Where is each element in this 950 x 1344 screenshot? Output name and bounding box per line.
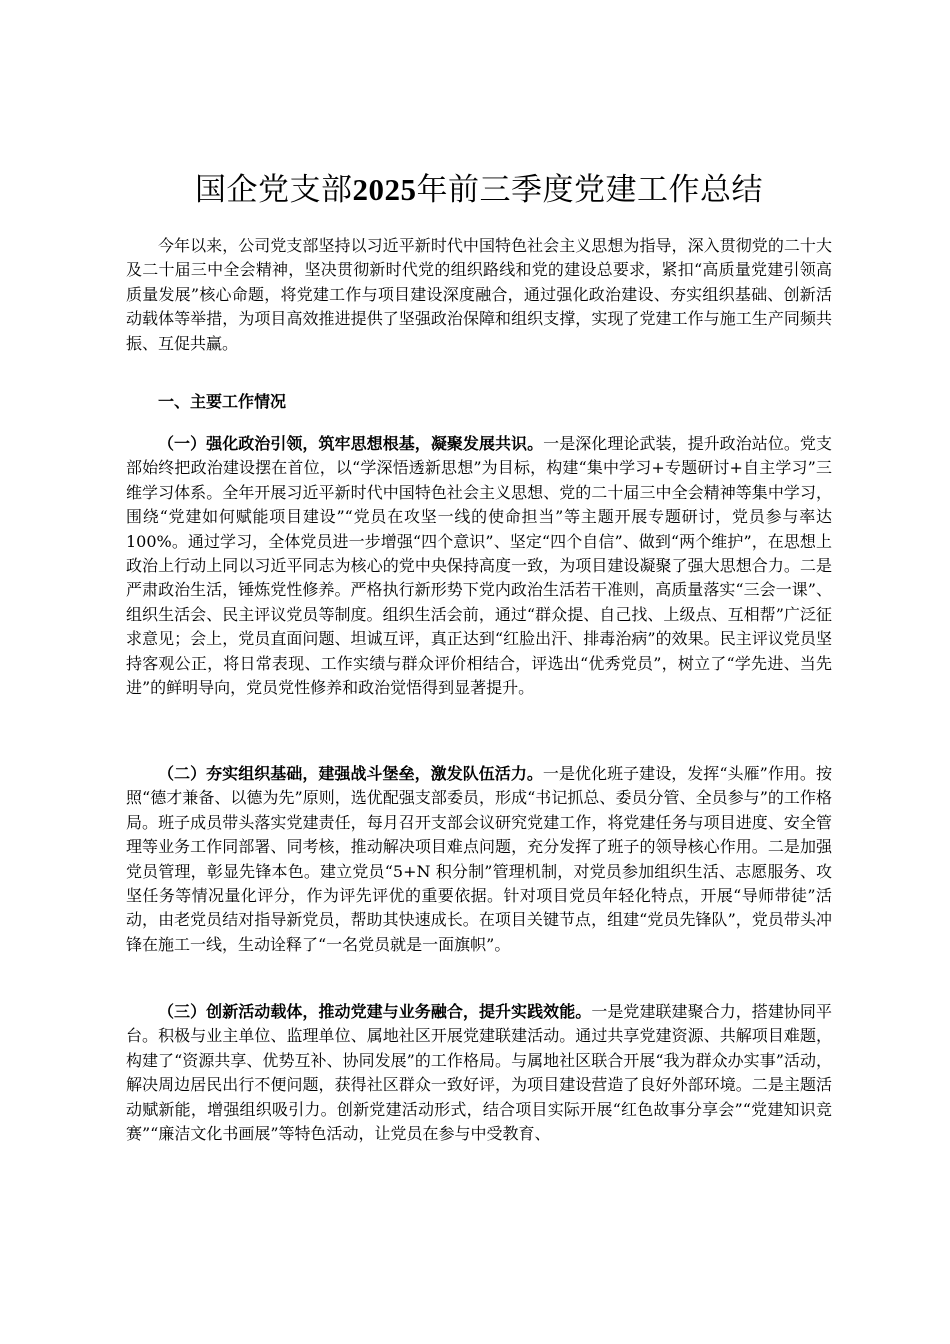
section-3-lead: （三）创新活动载体，推动党建与业务融合，提升实践效能。 bbox=[158, 1002, 592, 1021]
section-heading: 一、主要工作情况 bbox=[158, 392, 287, 411]
section-2-paragraph bbox=[126, 762, 832, 957]
title-prefix: 国企党支部 bbox=[195, 172, 353, 208]
section-3-paragraph bbox=[126, 1000, 832, 1146]
section-2-lead: （二）夯实组织基础，建强战斗堡垒，激发队伍活力。 bbox=[158, 764, 543, 783]
section-2-body: 一是优化班子建设，发挥“头雁”作用。按照“德才兼备、以德为先”原则，选优配强支部委员，形成“书记抓总、委员分管、全员参与”的工作格局。班子成员带头落实党建责任，每月召开支部会议研究党建工作，将党建任务与项目进度、安全管理等业务工作同部署、同考核，推动解决项目难点问题，充分发挥了班子的领导核心作用。二是加强党员管理，彰显先锋本色。建立党员“5+N 积分制”管理机制，对党员参加组织生活、志愿服务、攻坚任务等情况量化评分，作为评先评优的重要依据。针对项目党员年轻化特点，开展“导师带徒”活动，由老党员结对指导新党员，帮助其快速成长。在项目关键节点，组建“党员先锋队”，党员带头冲锋在施工一线，生动诠释了“一名党员就是一面旗帜”。 bbox=[126, 764, 832, 954]
section-1-body: 一是深化理论武装，提升政治站位。党支部始终把政治建设摆在首位，以“学深悟透新思想”为目标，构建“集中学习+专题研讨+自主学习”三维学习体系。全年开展习近平新时代中国特色社会主义思想、党的二十届三中全会精神等集中学习，围绕“党建如何赋能项目建设”“党员在攻坚一线的使命担当”等主题开展专题研讨，党员参与率达 100%。通过学习，全体党员进一步增强“四个意识”、坚定“四个自信”、做到“两个维护”，在思想上政治上行动上同以习近平同志为核心的党中央保持高度一致，为项目建设凝聚了强大思想合力。二是严肃政治生活，锤炼党性修养。严格执行新形势下党内政治生活若干准则，高质量落实“三会一课”、组织生活会、民主评议党员等制度。组织生活会前，通过“群众提、自己找、上级点、互相帮”广泛征求意见；会上，党员直面问题、坦诚互评，真正达到“红脸出汗、排毒治病”的效果。民主评议党员坚持客观公正，将日常表现、工作实绩与群众评价相结合，评选出“优秀党员”，树立了“学先进、当先进”的鲜明导向，党员党性修养和政治觉悟得到显著提升。 bbox=[126, 434, 832, 698]
intro-paragraph: 今年以来，公司党支部坚持以习近平新时代中国特色社会主义思想为指导，深入贯彻党的二十大及二十届三中全会精神，坚决贯彻新时代党的组织路线和党的建设总要求，紧扣“高质量党建引领高质量发展”核心命题，将党建工作与项目建设深度融合，通过强化政治建设、夯实组织基础、创新活动载体等举措，为项目高效推进提供了坚强政治保障和组织支撑，实现了党建工作与施工生产同频共振、互促共赢。 bbox=[126, 236, 832, 353]
section-1-paragraph bbox=[126, 432, 832, 700]
document-title bbox=[126, 170, 832, 210]
title-year: 2025 bbox=[352, 172, 417, 207]
section-1-lead: （一）强化政治引领，筑牢思想根基，凝聚发展共识。 bbox=[158, 434, 544, 453]
section-3-body: 一是党建联建聚合力，搭建协同平台。积极与业主单位、监理单位、属地社区开展党建联建活动。通过共享党建资源、共解项目难题，构建了“资源共享、优势互补、协同发展”的工作格局。与属地社区联合开展“我为群众办实事”活动，解决周边居民出行不便问题，获得社区群众一致好评，为项目建设营造了良好外部环境。二是主题活动赋新能，增强组织吸引力。创新党建活动形式，结合项目实际开展“红色故事分享会”“党建知识竞赛”“廉洁文化书画展”等特色活动，让党员在参与中受教育、 bbox=[126, 1002, 832, 1144]
title-suffix: 年前三季度党建工作总结 bbox=[416, 172, 763, 208]
